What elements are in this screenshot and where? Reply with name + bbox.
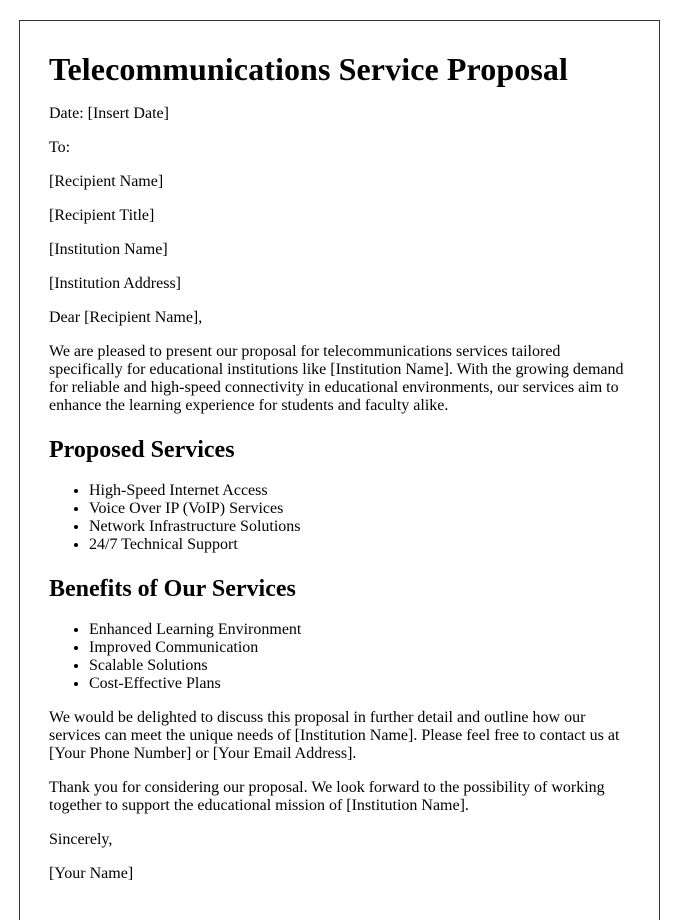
document-title: Telecommunications Service Proposal <box>49 51 569 87</box>
list-item: • Enhanced Learning Environment <box>89 621 630 639</box>
list-item: • Improved Communication <box>89 639 630 657</box>
date-line: Date: [Insert Date] <box>49 105 169 122</box>
list-item: • Scalable Solutions <box>89 657 630 675</box>
signature-name: [Your Name] <box>49 865 134 882</box>
benefits-list <box>49 621 630 693</box>
institution-name: [Institution Name] <box>49 241 168 258</box>
intro-paragraph: We are pleased to present our proposal for telecommunications services tailored specifically for educational institutions like [Institution Name]. With the growing demand for reliable and high-speed connectivity in educational environments, our services aim to enhance the learning experience for students and faculty alike. <box>49 343 624 414</box>
signoff: Sincerely, <box>49 831 113 848</box>
list-item: • Network Infrastructure Solutions <box>89 518 630 536</box>
list-item: • Cost-Effective Plans <box>89 675 630 693</box>
list-item: • Voice Over IP (VoIP) Services <box>89 500 630 518</box>
to-line: To: <box>49 139 71 156</box>
list-item: • 24/7 Technical Support <box>89 536 630 554</box>
institution-address: [Institution Address] <box>49 275 181 292</box>
services-list <box>49 482 630 554</box>
services-heading: Proposed Services <box>49 437 235 463</box>
recipient-name: [Recipient Name] <box>49 173 164 190</box>
list-item: • High-Speed Internet Access <box>89 482 630 500</box>
benefits-heading: Benefits of Our Services <box>49 576 296 602</box>
thank-you-paragraph: Thank you for considering our proposal. We look forward to the possibility of working together to support the educational mission of [Institution Name]. <box>49 779 605 814</box>
salutation: Dear [Recipient Name], <box>49 309 203 326</box>
recipient-title: [Recipient Title] <box>49 207 155 224</box>
letter-page <box>19 20 660 920</box>
closing-paragraph: We would be delighted to discuss this proposal in further detail and outline how our services can meet the unique needs of [Institution Name]. Please feel free to contact us at [Your Phone Number] or [Your Email Address]. <box>49 709 620 762</box>
